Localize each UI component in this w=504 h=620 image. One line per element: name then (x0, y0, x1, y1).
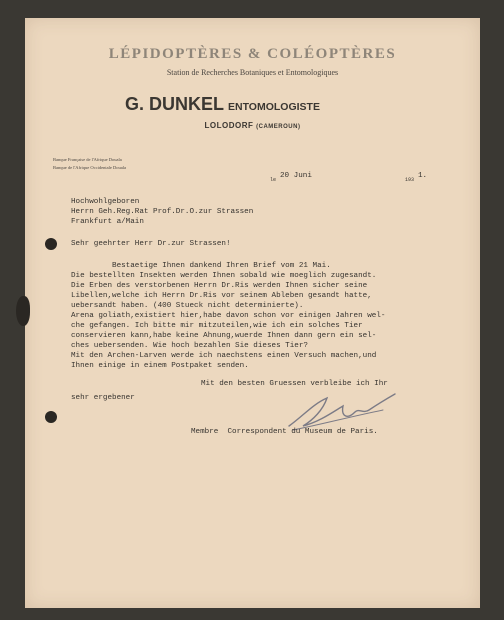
membership-line: Membre Correspondent du Museum de Paris. (191, 428, 378, 436)
bank-line-1: Banque Française de l'Afrique Douala (53, 157, 122, 162)
closing-line: Mit den besten Gruessen verbleibe ich Ihr (201, 380, 388, 388)
body-line: Mit den Archen-Larven werde ich naechstens einen Versuch machen,und (71, 352, 377, 360)
letterhead-name-block (125, 94, 320, 115)
address-line-3: Frankfurt a/Main (71, 218, 144, 226)
location-country: (CAMEROUN) (256, 124, 301, 130)
body-line: conservieren kann,habe keine Ahnung,wuerde Ihnen dann gern ein sel- (71, 332, 377, 340)
body-line: Arena goliath,existiert hier,habe davon schon vor einigen Jahren wel- (71, 312, 386, 320)
punch-hole-bottom (45, 411, 57, 423)
sign-off: sehr ergebener (71, 394, 135, 402)
letterhead-location (25, 121, 480, 130)
punch-hole-middle (16, 296, 30, 326)
body-line: che gefangen. Ich bitte mir mitzuteilen,wie ich ein solches Tier (71, 322, 363, 330)
body-line: Ihnen einige in einem Postpaket senden. (71, 362, 249, 370)
year-digit: 1. (418, 172, 428, 180)
year-prefix: 193 (405, 177, 415, 183)
body-line: uebersandt haben. (400 Stueck nicht determinierte). (71, 302, 304, 310)
body-line: Die Erben des verstorbenen Herrn Dr.Ris werden Ihnen sicher seine (71, 282, 368, 290)
letterhead-subtitle: Station de Recherches Botaniques et Entomologiques (166, 68, 339, 77)
body-line: Libellen,welche ich Herrn Dr.Ris vor seinem Ableben gesandt hatte, (71, 292, 372, 300)
salutation: Sehr geehrter Herr Dr.zur Strassen! (71, 240, 231, 248)
address-line-1: Hochwohlgeboren (71, 198, 140, 206)
address-line-2: Herrn Geh.Reg.Rat Prof.Dr.O.zur Strassen (71, 208, 254, 216)
body-line: Die bestellten Insekten werden Ihnen sobald wie moeglich zugesandt. (71, 272, 377, 280)
body-line: Bestaetige Ihnen dankend Ihren Brief vom 21 Mai. (71, 262, 331, 270)
letterhead-role: ENTOMOLOGISTE (228, 101, 320, 113)
letter-date: 20 Juni (280, 172, 312, 180)
letterhead-title: LÉPIDOPTÈRES & COLÉOPTÈRES (108, 46, 397, 62)
punch-hole-top (45, 238, 57, 250)
body-line: ches uebersenden. Wie hoch bezahlen Sie dieses Tier? (71, 342, 308, 350)
letterhead-name: G. DUNKEL (125, 94, 224, 114)
location-city: LOLODORF (204, 121, 254, 130)
letter-sheet (25, 18, 480, 608)
date-prefix: le (270, 177, 277, 183)
bank-line-2: Banque de l'Afrique Occidentale Douala (53, 165, 127, 170)
